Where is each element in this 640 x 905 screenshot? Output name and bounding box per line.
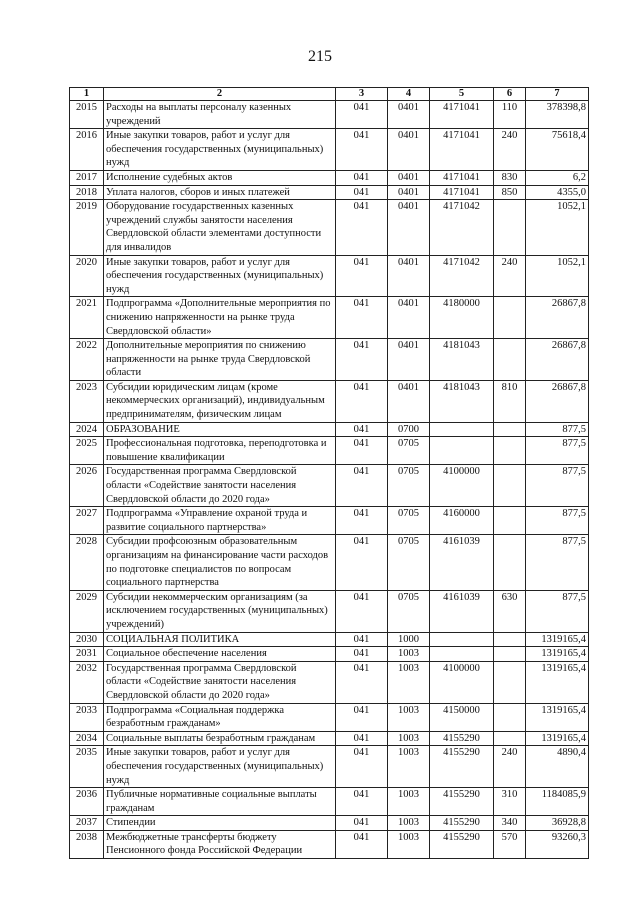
table-row: [70, 507, 589, 535]
row-name: Иные закупки товаров, работ и услуг для обеспечения государственных (муниципальных) нужд: [104, 746, 336, 788]
row-col3: 041: [336, 422, 388, 437]
row-name: Государственная программа Свердловской области «Содействие занятости населения Свердловской области до 2020 года»: [104, 465, 336, 507]
row-col4: 0705: [388, 465, 430, 507]
table-row: [70, 339, 589, 381]
row-amount: 1184085,9: [526, 788, 589, 816]
row-number: 2033: [70, 703, 104, 731]
column-header-7: 7: [526, 88, 589, 101]
row-name: Подпрограмма «Управление охраной труда и развитие социального партнерства»: [104, 507, 336, 535]
row-number: 2032: [70, 661, 104, 703]
row-col6: 850: [494, 185, 526, 200]
row-col4: 0705: [388, 590, 430, 632]
row-col5: [430, 632, 494, 647]
row-amount: 1319165,4: [526, 632, 589, 647]
row-amount: 93260,3: [526, 830, 589, 858]
row-number: 2021: [70, 297, 104, 339]
table-row: [70, 200, 589, 255]
row-name: Государственная программа Свердловской области «Содействие занятости населения Свердловской области до 2020 года»: [104, 661, 336, 703]
row-amount: 26867,8: [526, 339, 589, 381]
row-col4: 1003: [388, 816, 430, 831]
row-name: ОБРАЗОВАНИЕ: [104, 422, 336, 437]
table-row: [70, 465, 589, 507]
row-amount: 877,5: [526, 507, 589, 535]
row-amount: 877,5: [526, 590, 589, 632]
row-number: 2019: [70, 200, 104, 255]
row-number: 2023: [70, 380, 104, 422]
row-amount: 6,2: [526, 170, 589, 185]
row-name: Субсидии некоммерческим организациям (за исключением государственных (муниципальных) учреждений): [104, 590, 336, 632]
row-col5: 4171041: [430, 101, 494, 129]
row-col4: 0401: [388, 339, 430, 381]
row-col4: 1003: [388, 661, 430, 703]
table-row: [70, 647, 589, 662]
row-number: 2022: [70, 339, 104, 381]
row-col3: 041: [336, 632, 388, 647]
row-col3: 041: [336, 830, 388, 858]
row-col6: [494, 731, 526, 746]
row-name: Подпрограмма «Дополнительные мероприятия по снижению напряженности на рынке труда Свердловской области»: [104, 297, 336, 339]
row-col4: 0705: [388, 507, 430, 535]
row-col3: 041: [336, 380, 388, 422]
row-col6: [494, 661, 526, 703]
row-col6: 240: [494, 746, 526, 788]
row-number: 2028: [70, 535, 104, 590]
row-col6: [494, 437, 526, 465]
page-number: 215: [308, 48, 332, 65]
row-col6: [494, 647, 526, 662]
table-row: [70, 422, 589, 437]
row-col6: [494, 535, 526, 590]
row-amount: 4355,0: [526, 185, 589, 200]
row-col6: 810: [494, 380, 526, 422]
column-header-6: 6: [494, 88, 526, 101]
row-name: Исполнение судебных актов: [104, 170, 336, 185]
row-col4: 0401: [388, 185, 430, 200]
row-name: Дополнительные мероприятия по снижению напряженности на рынке труда Свердловской области: [104, 339, 336, 381]
row-col3: 041: [336, 731, 388, 746]
row-col4: 1003: [388, 788, 430, 816]
row-number: 2031: [70, 647, 104, 662]
row-col3: 041: [336, 129, 388, 171]
row-amount: 877,5: [526, 535, 589, 590]
row-col5: 4171041: [430, 129, 494, 171]
table-row: [70, 788, 589, 816]
row-col4: 0401: [388, 101, 430, 129]
row-col3: 041: [336, 255, 388, 297]
table-row: [70, 590, 589, 632]
row-amount: 1052,1: [526, 255, 589, 297]
row-number: 2030: [70, 632, 104, 647]
row-name: Подпрограмма «Социальная поддержка безработным гражданам»: [104, 703, 336, 731]
row-col4: 1003: [388, 703, 430, 731]
row-col5: 4155290: [430, 830, 494, 858]
row-number: 2037: [70, 816, 104, 831]
row-col5: 4171042: [430, 200, 494, 255]
row-col5: 4155290: [430, 731, 494, 746]
row-col3: 041: [336, 101, 388, 129]
row-name: Межбюджетные трансферты бюджету Пенсионного фонда Российской Федерации: [104, 830, 336, 858]
row-col3: 041: [336, 661, 388, 703]
row-name: Стипендии: [104, 816, 336, 831]
row-col5: 4181043: [430, 339, 494, 381]
column-header-1: 1: [70, 88, 104, 101]
row-col6: 570: [494, 830, 526, 858]
row-col3: 041: [336, 185, 388, 200]
row-number: 2020: [70, 255, 104, 297]
row-name: Субсидии профсоюзным образовательным организациям на финансирование части расходов по подготовке специалистов по вопросам социального партнерства: [104, 535, 336, 590]
row-amount: 1052,1: [526, 200, 589, 255]
row-amount: 75618,4: [526, 129, 589, 171]
row-col5: [430, 422, 494, 437]
row-name: Профессиональная подготовка, переподготовка и повышение квалификации: [104, 437, 336, 465]
table-row: [70, 297, 589, 339]
row-name: Публичные нормативные социальные выплаты гражданам: [104, 788, 336, 816]
row-name: Оборудование государственных казенных учреждений службы занятости населения Свердловской области элементами доступности для инвалидов: [104, 200, 336, 255]
row-col6: [494, 297, 526, 339]
row-col5: 4155290: [430, 746, 494, 788]
row-col6: 240: [494, 255, 526, 297]
row-col4: 0401: [388, 255, 430, 297]
row-col6: 110: [494, 101, 526, 129]
row-col5: 4155290: [430, 816, 494, 831]
row-number: 2027: [70, 507, 104, 535]
row-number: 2029: [70, 590, 104, 632]
row-col5: 4161039: [430, 590, 494, 632]
table-row: [70, 380, 589, 422]
table-body: [70, 101, 589, 859]
row-amount: 378398,8: [526, 101, 589, 129]
row-col6: [494, 200, 526, 255]
row-name: Расходы на выплаты персоналу казенных учреждений: [104, 101, 336, 129]
column-header-5: 5: [430, 88, 494, 101]
row-amount: 1319165,4: [526, 647, 589, 662]
row-col6: [494, 632, 526, 647]
row-col3: 041: [336, 200, 388, 255]
row-col3: 041: [336, 170, 388, 185]
row-col5: 4161039: [430, 535, 494, 590]
column-header-4: 4: [388, 88, 430, 101]
row-number: 2024: [70, 422, 104, 437]
row-col6: 830: [494, 170, 526, 185]
row-col4: 0705: [388, 535, 430, 590]
row-col4: 1003: [388, 647, 430, 662]
row-number: 2018: [70, 185, 104, 200]
column-header-3: 3: [336, 88, 388, 101]
row-col4: 1003: [388, 731, 430, 746]
row-number: 2017: [70, 170, 104, 185]
row-col6: [494, 703, 526, 731]
row-col6: [494, 339, 526, 381]
row-number: 2015: [70, 101, 104, 129]
row-col5: 4155290: [430, 788, 494, 816]
row-col5: 4171042: [430, 255, 494, 297]
row-name: Иные закупки товаров, работ и услуг для обеспечения государственных (муниципальных) нужд: [104, 129, 336, 171]
row-name: Социальное обеспечение населения: [104, 647, 336, 662]
row-col4: 1000: [388, 632, 430, 647]
row-col4: 0401: [388, 129, 430, 171]
header-row: [70, 88, 589, 101]
table-row: [70, 129, 589, 171]
row-col3: 041: [336, 703, 388, 731]
row-amount: 1319165,4: [526, 731, 589, 746]
row-col4: 0401: [388, 297, 430, 339]
row-number: 2016: [70, 129, 104, 171]
row-col6: 340: [494, 816, 526, 831]
row-col3: 041: [336, 590, 388, 632]
row-amount: 26867,8: [526, 297, 589, 339]
row-amount: 26867,8: [526, 380, 589, 422]
row-amount: 36928,8: [526, 816, 589, 831]
row-col6: 240: [494, 129, 526, 171]
row-number: 2038: [70, 830, 104, 858]
table-row: [70, 170, 589, 185]
row-col5: 4160000: [430, 507, 494, 535]
row-col4: 0401: [388, 170, 430, 185]
row-col5: [430, 647, 494, 662]
row-col3: 041: [336, 746, 388, 788]
table-row: [70, 101, 589, 129]
row-name: СОЦИАЛЬНАЯ ПОЛИТИКА: [104, 632, 336, 647]
row-col6: [494, 507, 526, 535]
row-name: Иные закупки товаров, работ и услуг для обеспечения государственных (муниципальных) нужд: [104, 255, 336, 297]
row-col3: 041: [336, 297, 388, 339]
row-name: Субсидии юридическим лицам (кроме некоммерческих организаций), индивидуальным предпринимателям, физическим лицам: [104, 380, 336, 422]
column-header-2: 2: [104, 88, 336, 101]
row-col3: 041: [336, 647, 388, 662]
table-row: [70, 185, 589, 200]
budget-table: [69, 87, 589, 859]
row-number: 2035: [70, 746, 104, 788]
row-amount: 4890,4: [526, 746, 589, 788]
row-col3: 041: [336, 465, 388, 507]
row-col5: 4171041: [430, 185, 494, 200]
row-col5: 4150000: [430, 703, 494, 731]
row-name: Социальные выплаты безработным гражданам: [104, 731, 336, 746]
row-col6: 630: [494, 590, 526, 632]
table-row: [70, 731, 589, 746]
row-number: 2025: [70, 437, 104, 465]
row-col5: 4171041: [430, 170, 494, 185]
row-col5: 4180000: [430, 297, 494, 339]
row-amount: 1319165,4: [526, 661, 589, 703]
table-row: [70, 746, 589, 788]
row-amount: 877,5: [526, 465, 589, 507]
row-amount: 877,5: [526, 422, 589, 437]
table-row: [70, 703, 589, 731]
table-row: [70, 437, 589, 465]
row-col4: 0401: [388, 200, 430, 255]
table-row: [70, 816, 589, 831]
row-col6: [494, 465, 526, 507]
row-amount: 877,5: [526, 437, 589, 465]
table-row: [70, 661, 589, 703]
row-col3: 041: [336, 339, 388, 381]
row-col3: 041: [336, 437, 388, 465]
row-col4: 1003: [388, 830, 430, 858]
row-col4: 1003: [388, 746, 430, 788]
row-col5: [430, 437, 494, 465]
row-col4: 0401: [388, 380, 430, 422]
table-row: [70, 535, 589, 590]
table-row: [70, 830, 589, 858]
row-number: 2034: [70, 731, 104, 746]
row-col5: 4100000: [430, 465, 494, 507]
row-col5: 4181043: [430, 380, 494, 422]
row-col3: 041: [336, 507, 388, 535]
row-col3: 041: [336, 535, 388, 590]
row-number: 2036: [70, 788, 104, 816]
row-col6: [494, 422, 526, 437]
row-number: 2026: [70, 465, 104, 507]
row-col3: 041: [336, 816, 388, 831]
row-col3: 041: [336, 788, 388, 816]
row-col4: 0700: [388, 422, 430, 437]
table-row: [70, 255, 589, 297]
row-name: Уплата налогов, сборов и иных платежей: [104, 185, 336, 200]
row-amount: 1319165,4: [526, 703, 589, 731]
row-col6: 310: [494, 788, 526, 816]
row-col5: 4100000: [430, 661, 494, 703]
row-col4: 0705: [388, 437, 430, 465]
table-row: [70, 632, 589, 647]
